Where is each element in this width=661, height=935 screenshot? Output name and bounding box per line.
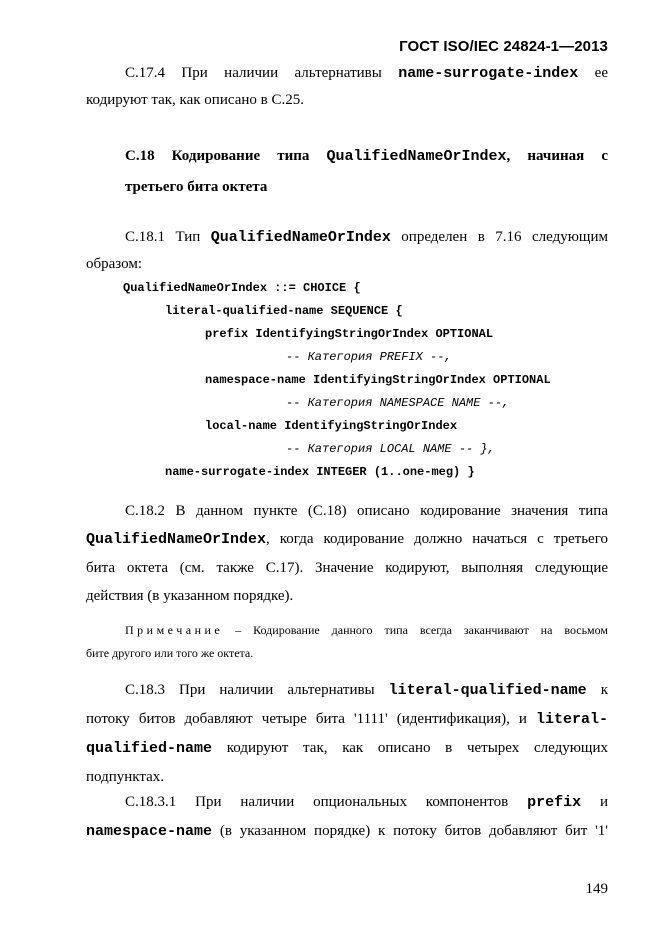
paragraph-line: [86, 817, 608, 846]
code-comment: -- Категория PREFIX --,: [286, 350, 452, 364]
code-term: literal-: [535, 711, 608, 728]
note-block: [86, 619, 608, 665]
paragraph-c17-4: [86, 60, 608, 113]
code-line: prefix IdentifyingStringOrIndex OPTIONAL: [205, 327, 494, 341]
paragraph-line: [86, 734, 608, 763]
code-line: name-surrogate-index INTEGER (1..one-meg) }: [165, 465, 475, 479]
paragraph-line: [86, 60, 608, 87]
paragraph-c18-1: [86, 224, 608, 277]
paragraph-line: бита октета (см. также С.17). Значение кодируют, выполняя следующие: [86, 560, 608, 576]
text-run: (в указанном порядке) к потоку битов добавляют бит '1': [212, 823, 608, 839]
text-run: определен в 7.16 следующим: [390, 229, 608, 245]
code-term: qualified-name: [86, 740, 213, 757]
code-line: QualifiedNameOrIndex ::= CHOICE {: [123, 281, 361, 295]
code-term: literal-qualified-name: [388, 682, 587, 699]
paragraph-line: кодируют так, как описано в С.25.: [86, 92, 304, 108]
text-run: , когда кодирование должно начаться с третьего: [266, 531, 608, 547]
text-run: и: [581, 794, 608, 810]
code-term: name-surrogate-index: [398, 65, 579, 82]
paragraph-line: [86, 788, 608, 817]
text-run: С.18.1 Тип: [125, 229, 211, 245]
code-term: prefix: [527, 794, 582, 811]
text-run: С.18 Кодирование типа: [125, 148, 327, 164]
paragraph-line: [86, 676, 608, 705]
paragraph-line: [86, 705, 608, 734]
paragraph-line: [86, 224, 608, 251]
code-comment-line: [286, 438, 495, 461]
code-line: local-name IdentifyingStringOrIndex: [205, 419, 458, 433]
note-line: [86, 619, 608, 642]
text-run: кодируют так, как описано в четырех следующих: [212, 740, 608, 756]
text-run: С.17.4 При наличии альтернативы: [125, 65, 399, 81]
note-label: Примечание: [125, 623, 224, 637]
code-term: QualifiedNameOrIndex: [326, 148, 507, 165]
text-run: потоку битов добавляют четыре бита '1111' (идентификация), и: [86, 711, 536, 727]
code-term: QualifiedNameOrIndex: [210, 229, 391, 246]
paragraph-line: образом:: [86, 256, 143, 272]
code-comment: -- Категория NAMESPACE NAME --,: [286, 396, 510, 410]
text-run: ее: [578, 65, 608, 81]
document-code-header: ГОСТ ISO/IEC 24824-1—2013: [399, 38, 608, 55]
paragraph-c18-3: [86, 676, 608, 791]
text-run: С.18.3.1 При наличии опциональных компонентов: [125, 794, 528, 810]
paragraph-line: [86, 525, 608, 554]
paragraph-c18-3-1: [86, 788, 608, 846]
note-line: бите другого или того же октета.: [86, 646, 254, 660]
text-run: С.18.3 При наличии альтернативы: [125, 682, 389, 698]
text-run: , начиная с: [506, 148, 608, 164]
heading-line: третьего бита октета: [125, 179, 268, 195]
page-number: 149: [585, 881, 608, 897]
code-comment-line: [286, 392, 509, 415]
text-run: – Кодирование данного типа всегда заканчивают на восьмом: [223, 623, 608, 637]
code-line: literal-qualified-name SEQUENCE {: [165, 304, 403, 318]
paragraph-line: подпунктах.: [86, 769, 165, 785]
code-term: namespace-name: [86, 823, 213, 840]
section-heading-c18: [86, 141, 608, 202]
code-comment: -- Категория LOCAL NAME -- },: [286, 442, 495, 456]
paragraph-line: действия (в указанном порядке).: [86, 588, 294, 604]
code-line: namespace-name IdentifyingStringOrIndex OPTIONAL: [205, 373, 551, 387]
paragraph-line: С.18.2 В данном пункте (С.18) описано кодирование значения типа: [125, 503, 608, 519]
heading-line: [86, 141, 608, 172]
text-run: к: [586, 682, 608, 698]
code-comment-line: [286, 346, 452, 369]
code-term: QualifiedNameOrIndex: [86, 531, 267, 548]
paragraph-c18-2: [86, 497, 608, 610]
